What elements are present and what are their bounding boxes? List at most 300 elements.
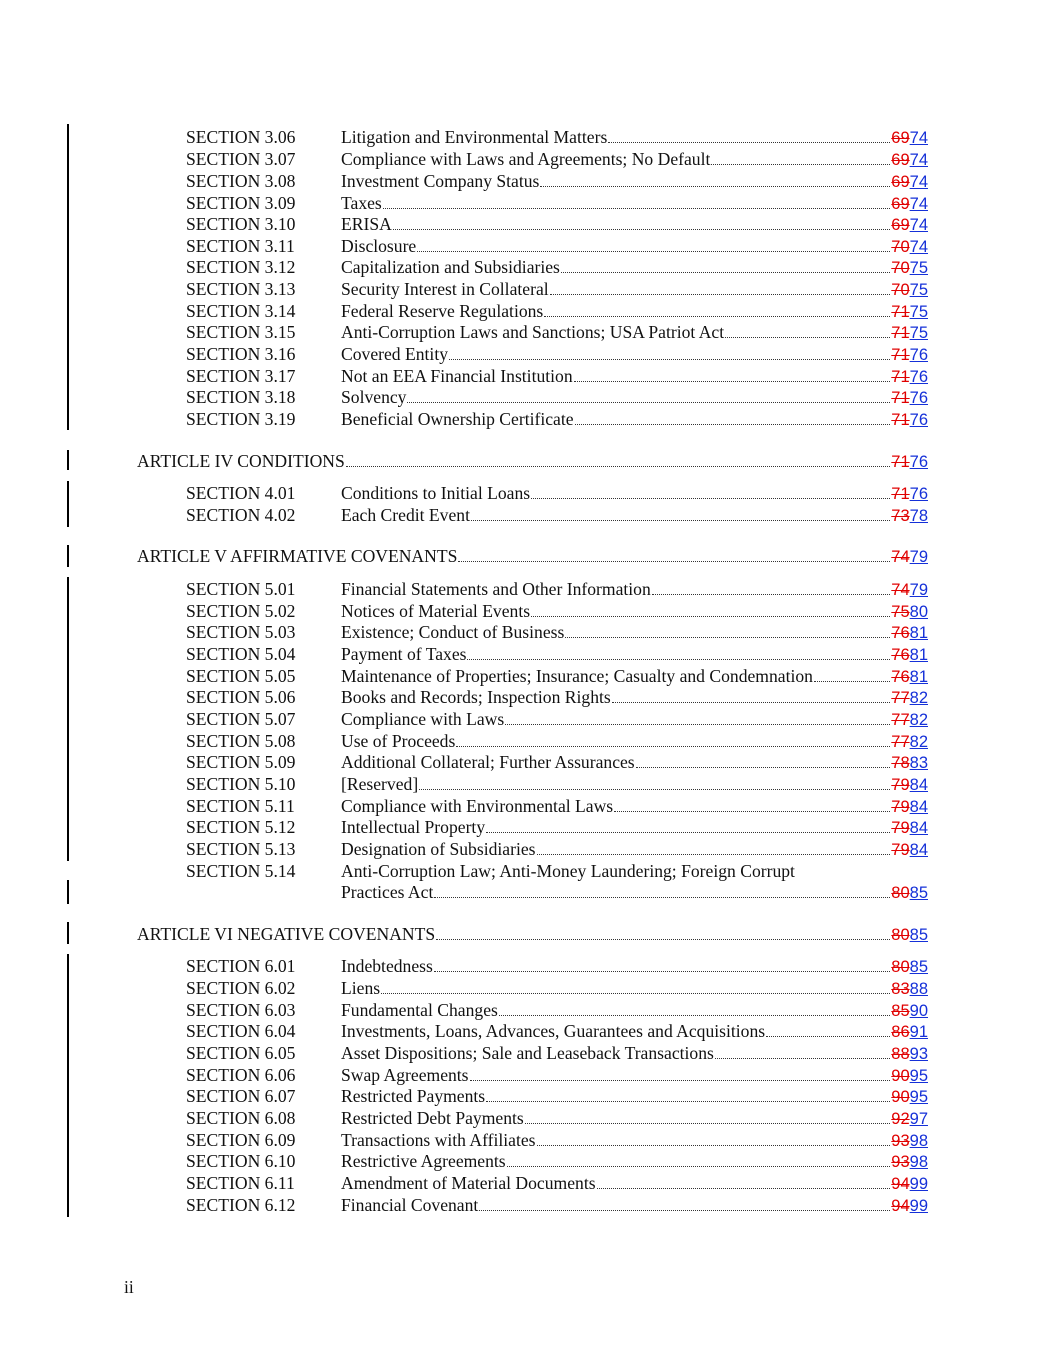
section-number: SECTION 3.15 (186, 322, 296, 342)
entry-title-line (341, 148, 928, 171)
toc-section-entry[interactable] (0, 838, 1055, 860)
toc-section-entry[interactable] (0, 343, 1055, 365)
deleted-page-number: 79 (891, 798, 910, 816)
inserted-page-number[interactable]: 85 (909, 884, 928, 902)
dot-leader (531, 616, 890, 617)
toc-section-entry[interactable] (0, 1042, 1055, 1064)
entry-title-line (341, 1107, 928, 1130)
deleted-page-number: 79 (891, 776, 910, 794)
dot-leader (814, 681, 890, 682)
change-bar (67, 481, 69, 527)
section-number: SECTION 3.14 (186, 301, 296, 321)
dot-leader (614, 811, 890, 812)
deleted-page-number: 85 (891, 1002, 910, 1020)
entry-title: Not an EEA Financial Institution (341, 366, 573, 386)
deleted-page-number: 80 (891, 958, 910, 976)
page-reference[interactable] (891, 601, 928, 623)
toc-section-entry[interactable] (0, 816, 1055, 838)
toc-section-entry[interactable] (0, 1020, 1055, 1042)
dot-leader (486, 832, 890, 833)
dot-leader (525, 1123, 891, 1124)
entry-title: Maintenance of Properties; Insurance; Casualty and Condemnation (341, 666, 813, 686)
change-bar (67, 954, 69, 1217)
dot-leader (725, 337, 890, 338)
page-reference[interactable] (891, 1021, 928, 1043)
inserted-page-number[interactable]: 76 (909, 453, 928, 471)
entry-title: Conditions to Initial Loans (341, 483, 531, 503)
entry-title-line (341, 751, 928, 774)
entry-title-line (341, 838, 928, 861)
toc-section-entry[interactable] (0, 955, 1055, 977)
section-number: SECTION 5.11 (186, 796, 295, 816)
section-number: SECTION 6.01 (186, 956, 296, 976)
entry-title: Designation of Subsidiaries (341, 839, 536, 859)
dot-leader (652, 594, 891, 595)
dot-leader (636, 767, 891, 768)
inserted-page-number[interactable]: 76 (909, 411, 928, 429)
toc-section-entry[interactable] (0, 235, 1055, 257)
page-reference[interactable] (891, 546, 928, 568)
entry-title: Security Interest in Collateral (341, 279, 549, 299)
page-reference[interactable] (891, 1130, 928, 1152)
section-number: SECTION 5.10 (186, 774, 296, 794)
toc-section-entry[interactable] (0, 192, 1055, 214)
inserted-page-number[interactable]: 78 (909, 507, 928, 525)
section-number: SECTION 3.16 (186, 344, 296, 364)
inserted-page-number[interactable]: 81 (909, 624, 928, 642)
dot-leader (540, 186, 890, 187)
page-reference[interactable] (891, 505, 928, 527)
inserted-page-number[interactable]: 91 (909, 1023, 928, 1041)
page-reference[interactable] (891, 366, 928, 388)
page-reference[interactable] (891, 451, 928, 473)
inserted-page-number[interactable]: 98 (909, 1132, 928, 1150)
inserted-page-number[interactable]: 75 (909, 303, 928, 321)
section-number: SECTION 5.07 (186, 709, 296, 729)
deleted-page-number: 76 (891, 624, 910, 642)
inserted-page-number[interactable]: 79 (909, 581, 928, 599)
section-number: SECTION 3.09 (186, 193, 296, 213)
toc-section-entry[interactable] (0, 504, 1055, 526)
dot-leader (537, 854, 891, 855)
entry-title-line (341, 977, 928, 1000)
section-number: SECTION 6.04 (186, 1021, 296, 1041)
page-reference[interactable] (891, 1173, 928, 1195)
dot-leader (575, 424, 891, 425)
toc-section-entry[interactable] (0, 578, 1055, 600)
inserted-page-number[interactable]: 74 (909, 129, 928, 147)
page-reference[interactable] (891, 687, 928, 709)
entry-title-line (341, 643, 928, 666)
entry-title: Capitalization and Subsidiaries (341, 257, 560, 277)
deleted-page-number: 77 (891, 689, 910, 707)
inserted-page-number[interactable]: 76 (909, 368, 928, 386)
section-number: SECTION 4.01 (186, 483, 296, 503)
page-reference[interactable] (891, 956, 928, 978)
toc-section-entry[interactable] (0, 1085, 1055, 1107)
toc-section-entry[interactable] (0, 751, 1055, 773)
inserted-page-number[interactable]: 84 (909, 819, 928, 837)
page-reference[interactable] (891, 387, 928, 409)
entry-title-line (341, 1085, 928, 1108)
toc-section-entry[interactable] (0, 977, 1055, 999)
page-reference[interactable] (891, 127, 928, 149)
change-bar (67, 450, 69, 470)
page-reference[interactable] (891, 257, 928, 279)
inserted-page-number[interactable]: 74 (909, 216, 928, 234)
dot-leader (612, 702, 891, 703)
page-reference[interactable] (891, 279, 928, 301)
inserted-page-number[interactable]: 74 (909, 173, 928, 191)
deleted-page-number: 70 (891, 281, 910, 299)
deleted-page-number: 83 (891, 980, 910, 998)
deleted-page-number: 71 (891, 389, 910, 407)
inserted-page-number[interactable]: 74 (909, 151, 928, 169)
page-reference[interactable] (891, 344, 928, 366)
dot-leader (574, 381, 891, 382)
change-bar (67, 577, 69, 861)
inserted-page-number[interactable]: 76 (909, 389, 928, 407)
deleted-page-number: 90 (891, 1067, 910, 1085)
toc-section-entry[interactable] (0, 365, 1055, 387)
entry-title: Asset Dispositions; Sale and Leaseback Transactions (341, 1043, 714, 1063)
inserted-page-number[interactable]: 95 (909, 1067, 928, 1085)
section-number: SECTION 6.03 (186, 1000, 296, 1020)
entry-title: Restricted Payments (341, 1086, 486, 1106)
toc-section-entry[interactable] (0, 321, 1055, 343)
entry-title: ARTICLE IV CONDITIONS (137, 451, 345, 471)
entry-title-line (341, 686, 928, 709)
inserted-page-number[interactable]: 84 (909, 798, 928, 816)
deleted-page-number: 94 (891, 1175, 910, 1193)
section-number: SECTION 6.11 (186, 1173, 295, 1193)
inserted-page-number[interactable]: 80 (909, 603, 928, 621)
inserted-page-number[interactable]: 84 (909, 776, 928, 794)
inserted-page-number[interactable]: 84 (909, 841, 928, 859)
deleted-page-number: 77 (891, 733, 910, 751)
entry-title: Investments, Loans, Advances, Guarantees and Acquisitions (341, 1021, 766, 1041)
dot-leader (471, 520, 890, 521)
toc-section-entry[interactable] (0, 708, 1055, 730)
entry-title: Additional Collateral; Further Assurances (341, 752, 635, 772)
inserted-page-number[interactable]: 76 (909, 485, 928, 503)
page-reference[interactable] (891, 774, 928, 796)
page-reference[interactable] (891, 1195, 928, 1217)
dot-leader (434, 971, 890, 972)
entry-title-line (341, 730, 928, 753)
toc-section-entry[interactable] (0, 881, 1055, 903)
entry-title-line (341, 955, 928, 978)
entry-title-line (137, 923, 928, 946)
entry-title: Use of Proceeds (341, 731, 456, 751)
deleted-page-number: 69 (891, 173, 910, 191)
toc-section-entry[interactable] (0, 860, 1055, 882)
entry-title: Amendment of Material Documents (341, 1173, 596, 1193)
page-reference[interactable] (891, 1108, 928, 1130)
page-reference[interactable] (891, 839, 928, 861)
entry-title-line (341, 1194, 928, 1217)
entry-title-line (341, 300, 928, 323)
page-reference[interactable] (891, 483, 928, 505)
deleted-page-number: 80 (891, 884, 910, 902)
entry-title: Disclosure (341, 236, 417, 256)
section-number: SECTION 6.06 (186, 1065, 296, 1085)
entry-title: [Reserved] (341, 774, 419, 794)
page-reference[interactable] (891, 409, 928, 431)
entry-title: ERISA (341, 214, 392, 234)
toc-section-entry[interactable] (0, 408, 1055, 430)
entry-title: Restrictive Agreements (341, 1151, 506, 1171)
page-reference[interactable] (891, 1065, 928, 1087)
entry-title-line (341, 1042, 928, 1065)
dot-leader (561, 272, 890, 273)
toc-section-entry[interactable] (0, 730, 1055, 752)
page-reference[interactable] (891, 1000, 928, 1022)
deleted-page-number: 76 (891, 646, 910, 664)
section-number: SECTION 6.09 (186, 1130, 296, 1150)
dot-leader (407, 402, 890, 403)
deleted-page-number: 79 (891, 819, 910, 837)
page-reference[interactable] (891, 1043, 928, 1065)
section-number: SECTION 3.13 (186, 279, 296, 299)
inserted-page-number[interactable]: 85 (909, 926, 928, 944)
entry-title-line (341, 773, 928, 796)
inserted-page-number[interactable]: 74 (909, 238, 928, 256)
entry-title-line (341, 795, 928, 818)
dot-leader (346, 466, 891, 467)
section-number: SECTION 5.09 (186, 752, 296, 772)
inserted-page-number[interactable]: 82 (909, 733, 928, 751)
toc-section-entry[interactable] (0, 643, 1055, 665)
entry-title-line (341, 365, 928, 388)
entry-title: Federal Reserve Regulations (341, 301, 544, 321)
dot-leader (381, 993, 890, 994)
page-reference[interactable] (891, 1086, 928, 1108)
toc-section-entry[interactable] (0, 1172, 1055, 1194)
entry-title: Litigation and Environmental Matters (341, 127, 608, 147)
dot-leader (550, 294, 891, 295)
page-reference[interactable] (891, 796, 928, 818)
dot-leader (597, 1188, 891, 1189)
section-number: SECTION 5.02 (186, 601, 296, 621)
inserted-page-number[interactable]: 76 (909, 346, 928, 364)
entry-title-line (341, 881, 928, 904)
toc-section-entry[interactable] (0, 1064, 1055, 1086)
entry-title-line (341, 1064, 928, 1087)
change-bar (67, 880, 69, 904)
toc-section-entry[interactable] (0, 686, 1055, 708)
entry-title: ARTICLE VI NEGATIVE COVENANTS (137, 924, 436, 944)
page-reference[interactable] (891, 214, 928, 236)
deleted-page-number: 69 (891, 195, 910, 213)
entry-title-line (341, 708, 928, 731)
deleted-page-number: 70 (891, 238, 910, 256)
dot-leader (383, 208, 891, 209)
entry-title: Solvency (341, 387, 407, 407)
entry-title-line (341, 386, 928, 409)
toc-section-entry[interactable] (0, 1129, 1055, 1151)
inserted-page-number[interactable]: 75 (909, 259, 928, 277)
deleted-page-number: 71 (891, 411, 910, 429)
deleted-page-number: 73 (891, 507, 910, 525)
entry-title-line (341, 600, 928, 623)
section-number: SECTION 5.05 (186, 666, 296, 686)
page-reference[interactable] (891, 644, 928, 666)
entry-title-line (341, 408, 928, 431)
inserted-page-number[interactable]: 93 (909, 1045, 928, 1063)
toc-article-entry[interactable] (0, 923, 1055, 945)
deleted-page-number: 69 (891, 216, 910, 234)
inserted-page-number[interactable]: 85 (909, 958, 928, 976)
deleted-page-number: 71 (891, 346, 910, 364)
deleted-page-number: 74 (891, 548, 910, 566)
entry-title-line (341, 278, 928, 301)
toc-article-entry[interactable] (0, 545, 1055, 567)
inserted-page-number[interactable]: 79 (909, 548, 928, 566)
inserted-page-number[interactable]: 82 (909, 689, 928, 707)
inserted-page-number[interactable]: 75 (909, 281, 928, 299)
entry-title: Indebtedness (341, 956, 433, 976)
section-number: SECTION 5.04 (186, 644, 296, 664)
deleted-page-number: 71 (891, 453, 910, 471)
change-bar (67, 124, 69, 430)
inserted-page-number[interactable]: 99 (909, 1197, 928, 1215)
toc-section-entry[interactable] (0, 482, 1055, 504)
section-number: SECTION 3.12 (186, 257, 296, 277)
page-reference[interactable] (891, 579, 928, 601)
inserted-page-number[interactable]: 83 (909, 754, 928, 772)
inserted-page-number[interactable]: 81 (909, 646, 928, 664)
toc-article-entry[interactable] (0, 450, 1055, 472)
entry-title: Existence; Conduct of Business (341, 622, 565, 642)
toc-section-entry[interactable] (0, 773, 1055, 795)
entry-title-line (341, 256, 928, 279)
section-number: SECTION 3.19 (186, 409, 296, 429)
inserted-page-number[interactable]: 88 (909, 980, 928, 998)
page-reference[interactable] (891, 171, 928, 193)
page-reference[interactable] (891, 924, 928, 946)
page-reference[interactable] (891, 193, 928, 215)
page-reference[interactable] (891, 301, 928, 323)
page-reference[interactable] (891, 1151, 928, 1173)
entry-title-line (341, 621, 928, 644)
toc-section-entry[interactable] (0, 300, 1055, 322)
page-reference[interactable] (891, 752, 928, 774)
toc-section-entry[interactable] (0, 1107, 1055, 1129)
dot-leader (537, 1145, 891, 1146)
toc-section-entry[interactable] (0, 213, 1055, 235)
section-number: SECTION 3.07 (186, 149, 296, 169)
inserted-page-number[interactable]: 99 (909, 1175, 928, 1193)
entry-title: Fundamental Changes (341, 1000, 498, 1020)
section-number: SECTION 3.10 (186, 214, 296, 234)
page-reference[interactable] (891, 817, 928, 839)
toc-section-entry[interactable] (0, 148, 1055, 170)
page-reference[interactable] (891, 666, 928, 688)
deleted-page-number: 93 (891, 1153, 910, 1171)
section-number: SECTION 5.06 (186, 687, 296, 707)
section-number: SECTION 3.06 (186, 127, 296, 147)
entry-title-line (341, 1129, 928, 1152)
entry-title: Notices of Material Events (341, 601, 531, 621)
dot-leader (715, 1058, 890, 1059)
entry-title: Swap Agreements (341, 1065, 469, 1085)
toc-section-entry[interactable] (0, 600, 1055, 622)
toc-section-entry[interactable] (0, 126, 1055, 148)
page-reference[interactable] (891, 882, 928, 904)
deleted-page-number: 71 (891, 303, 910, 321)
page-reference[interactable] (891, 236, 928, 258)
page-reference[interactable] (891, 322, 928, 344)
inserted-page-number[interactable]: 75 (909, 324, 928, 342)
entry-title-line (341, 343, 928, 366)
dot-leader (393, 229, 890, 230)
page-reference[interactable] (891, 978, 928, 1000)
entry-title: Covered Entity (341, 344, 449, 364)
entry-title-line (341, 235, 928, 258)
page-reference[interactable] (891, 622, 928, 644)
section-number: SECTION 6.05 (186, 1043, 296, 1063)
inserted-page-number[interactable]: 74 (909, 195, 928, 213)
section-number: SECTION 6.07 (186, 1086, 296, 1106)
inserted-page-number[interactable]: 95 (909, 1088, 928, 1106)
entry-title-line (341, 1172, 928, 1195)
toc-section-entry[interactable] (0, 999, 1055, 1021)
deleted-page-number: 88 (891, 1045, 910, 1063)
toc-section-entry[interactable] (0, 170, 1055, 192)
inserted-page-number[interactable]: 82 (909, 711, 928, 729)
dot-leader (499, 1015, 890, 1016)
inserted-page-number[interactable]: 98 (909, 1153, 928, 1171)
toc-section-entry[interactable] (0, 386, 1055, 408)
entry-title-line (341, 170, 928, 193)
toc-section-entry[interactable] (0, 665, 1055, 687)
deleted-page-number: 86 (891, 1023, 910, 1041)
entry-title: Each Credit Event (341, 505, 470, 525)
entry-title: Taxes (341, 193, 382, 213)
dot-leader (434, 897, 890, 898)
toc-section-entry[interactable] (0, 795, 1055, 817)
toc-section-entry[interactable] (0, 1150, 1055, 1172)
section-number: SECTION 5.08 (186, 731, 296, 751)
deleted-page-number: 71 (891, 324, 910, 342)
page-reference[interactable] (891, 731, 928, 753)
dot-leader (608, 142, 890, 143)
toc-section-entry[interactable] (0, 256, 1055, 278)
entry-title-line (341, 860, 928, 882)
inserted-page-number[interactable]: 90 (909, 1002, 928, 1020)
entry-title: Practices Act (341, 882, 434, 902)
deleted-page-number: 94 (891, 1197, 910, 1215)
dot-leader (486, 1101, 890, 1102)
change-bar (67, 545, 69, 567)
entry-title: Liens (341, 978, 381, 998)
toc-section-entry[interactable] (0, 1194, 1055, 1216)
inserted-page-number[interactable]: 81 (909, 668, 928, 686)
entry-title: Anti-Corruption Laws and Sanctions; USA Patriot Act (341, 322, 725, 342)
page-reference[interactable] (891, 709, 928, 731)
toc-section-entry[interactable] (0, 621, 1055, 643)
page-reference[interactable] (891, 149, 928, 171)
section-number: SECTION 3.11 (186, 236, 295, 256)
dot-leader (711, 164, 890, 165)
entry-title: Intellectual Property (341, 817, 486, 837)
toc-section-entry[interactable] (0, 278, 1055, 300)
inserted-page-number[interactable]: 97 (909, 1110, 928, 1128)
dot-leader (436, 939, 890, 940)
entry-title: Transactions with Affiliates (341, 1130, 536, 1150)
entry-title-line (341, 213, 928, 236)
